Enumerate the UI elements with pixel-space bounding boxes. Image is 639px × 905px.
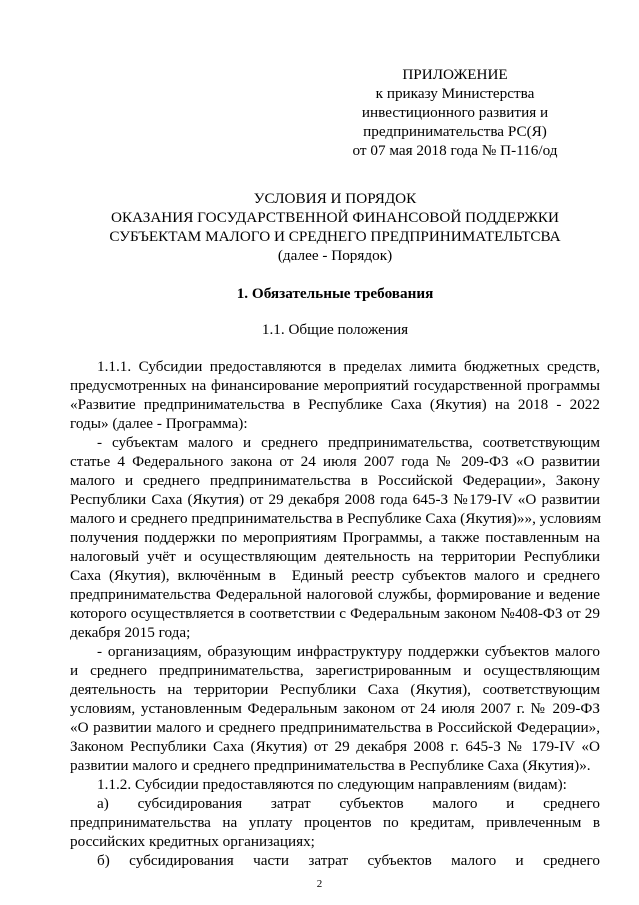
paragraph-line: б) субсидирования части затрат субъектов малого и среднего	[97, 852, 600, 869]
title-line: СУБЪЕКТАМ МАЛОГО И СРЕДНЕГО ПРЕДПРИНИМАТЕЛЬТСВА	[109, 228, 561, 245]
paragraph-line: Саха (Якутия), включённым в Единый реестр субъектов малого и среднего	[70, 567, 600, 584]
paragraph-line: - организациям, образующим инфраструктуру поддержки субъектов малого	[97, 643, 600, 660]
paragraph-line: Республики Саха (Якутия) от 29 декабря 2008 года 645-З №179-IV «О развитии	[70, 491, 600, 508]
appendix-line: к приказу Министерства	[375, 85, 535, 102]
page-number: 2	[316, 878, 323, 890]
paragraph-line: 1.1.1. Субсидии предоставляются в пределах лимита бюджетных средств,	[97, 358, 600, 375]
paragraph-line: малого и среднего предпринимательства в Российской Федерации», Закону	[70, 472, 600, 489]
paragraph-line: деятельность на территории Республики Саха (Якутия), соответствующим	[70, 681, 600, 698]
paragraph-line: Законом Республики Саха (Якутия) от 29 декабря 2008 г. 645-З № 179-IV «О	[70, 738, 600, 755]
paragraph-line: а) субсидирования затрат субъектов малого и среднего	[97, 795, 600, 812]
paragraph-line: которого осуществляется в соответствии с Федеральным законом №408-ФЗ от 29	[70, 605, 600, 622]
title-line: ОКАЗАНИЯ ГОСУДАРСТВЕННОЙ ФИНАНСОВОЙ ПОДДЕРЖКИ	[111, 209, 559, 226]
paragraph-line: 1.1.2. Субсидии предоставляются по следующим направлениям (видам):	[97, 776, 567, 793]
paragraph-line: предусмотренных на финансирование мероприятий государственной программы	[70, 377, 600, 394]
paragraph-line: получения поддержки по мероприятиям Программы, а также поставленным на	[70, 529, 600, 546]
paragraph-line: - субъектам малого и среднего предпринимательства, соответствующим	[97, 434, 600, 451]
paragraph-line: налоговый учёт и осуществляющим деятельность на территории Республики	[70, 548, 600, 565]
title-line: УСЛОВИЯ И ПОРЯДОК	[253, 190, 417, 207]
paragraph-line: «Развитие предпринимательства в Республике Саха (Якутия) на 2018 - 2022	[70, 396, 600, 413]
paragraph-line: малого и среднего предпринимательства в Республике Саха (Якутия)»», условиям	[70, 510, 602, 527]
paragraph-line: «О развитии малого и среднего предпринимательства в Российской Федерации»,	[70, 719, 600, 736]
subsection-heading: 1.1. Общие положения	[261, 321, 409, 338]
appendix-line: от 07 мая 2018 года № П-116/од	[352, 142, 558, 159]
paragraph-line: российских кредитных организациях;	[70, 833, 315, 850]
appendix-line: ПРИЛОЖЕНИЕ	[402, 66, 508, 83]
appendix-line: инвестиционного развития и	[361, 104, 549, 121]
paragraph-line: статье 4 Федерального закона от 24 июля 2007 года № 209-ФЗ «О развитии	[70, 453, 600, 470]
paragraph-line: предпринимательства на уплату процентов по кредитам, привлеченным в	[70, 814, 600, 831]
paragraph-line: условиям, установленным Федеральным законом от 24 июля 2007 г. № 209-ФЗ	[70, 700, 600, 717]
paragraph-line: и среднего предпринимательства, зарегистрированным и осуществляющим	[70, 662, 600, 679]
paragraph-line: годы» (далее - Программа):	[70, 415, 248, 432]
paragraph-line: предпринимательства Федеральной налоговой службы, формирование и ведение	[70, 586, 600, 603]
paragraph-line: декабря 2015 года;	[70, 624, 191, 641]
appendix-line: предпринимательства РС(Я)	[363, 123, 547, 140]
paragraph-line: развитии малого и среднего предпринимательства в Республике Саха (Якутия)».	[70, 757, 591, 774]
section-heading: 1. Обязательные требования	[236, 285, 434, 302]
title-line: (далее - Порядок)	[277, 247, 393, 264]
